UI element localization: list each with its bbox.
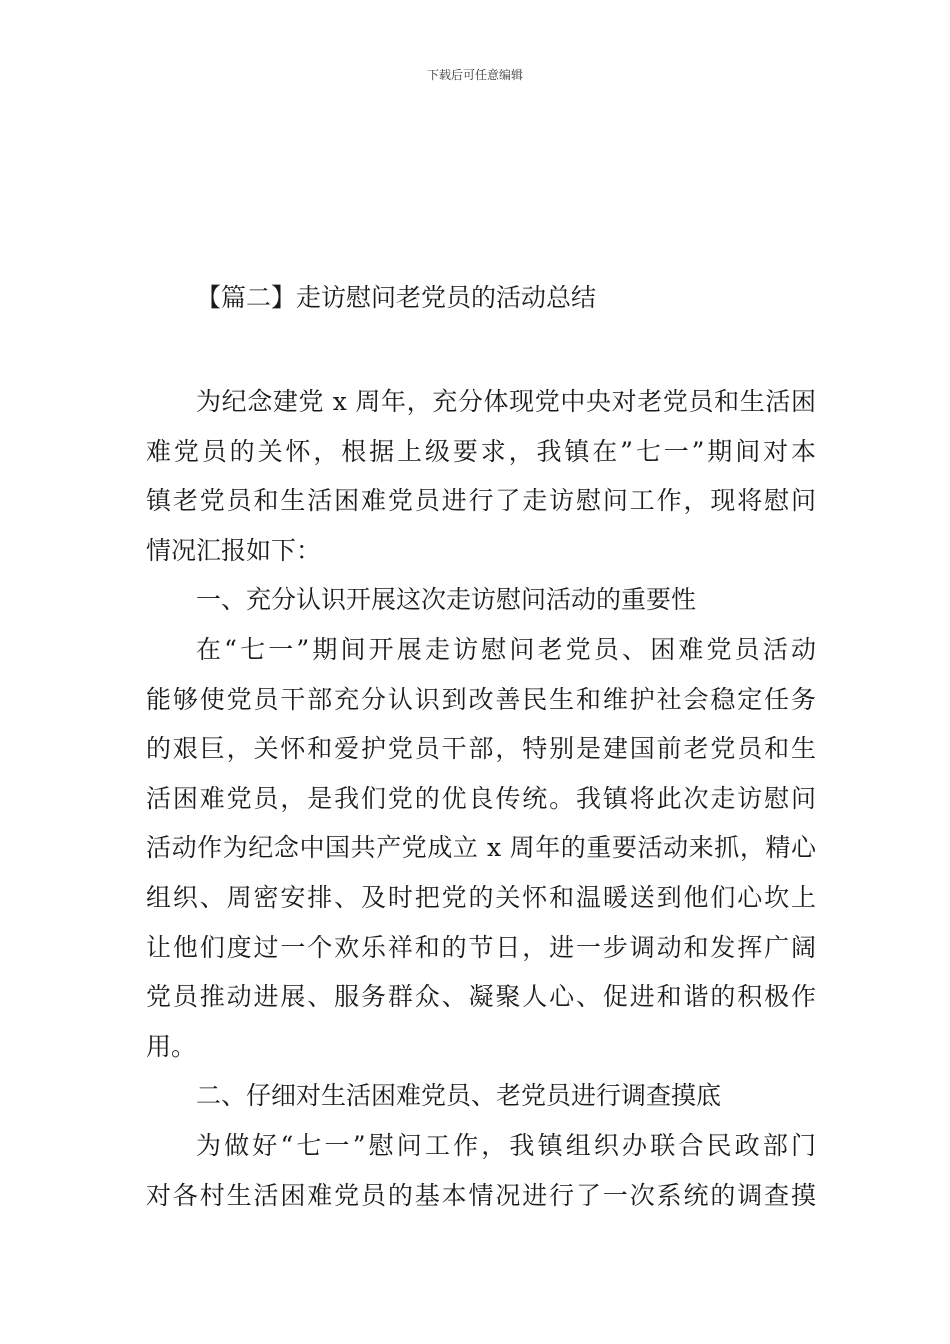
body-line: 为纪念建党 x 周年，充分体现党中央对老党员和生活困 [196,387,816,416]
section-heading-2: 二、仔细对生活困难党员、老党员进行调查摸底 [196,1081,722,1111]
body-line: 在“七一”期间开展走访慰问老党员、困难党员活动 [196,634,816,664]
page-header-note: 下载后可任意编辑 [426,68,523,82]
body-line: 用。 [146,1031,197,1061]
body-line: 让他们度过一个欢乐祥和的节日，进一步调动和发挥广阔 [146,932,816,962]
body-line: 活动作为纪念中国共产党成立 x 周年的重要活动来抓，精心 [146,833,816,863]
body-line: 活困难党员，是我们党的优良传统。我镇将此次走访慰问 [146,783,816,813]
body-line: 党员推动进展、服务群众、凝聚人心、促进和谐的积极作 [146,982,816,1012]
body-line: 为做好“七一”慰问工作，我镇组织办联合民政部门 [196,1130,816,1160]
body-line: 能够使党员干部充分认识到改善民生和维护社会稳定任务 [146,684,816,714]
body-line: 难党员的关怀，根据上级要求，我镇在”七一”期间对本 [146,436,816,466]
body-line: 组织、周密安排、及时把党的关怀和温暖送到他们心坎上 [146,882,816,912]
body-line: 镇老党员和生活困难党员进行了走访慰问工作，现将慰问 [146,486,816,516]
document-body [146,377,816,1220]
document-title: 【篇二】走访慰问老党员的活动总结 [196,283,597,312]
body-line: 对各村生活困难党员的基本情况进行了一次系统的调查摸 [146,1180,816,1210]
body-line: 情况汇报如下： [146,535,322,565]
section-heading-1: 一、充分认识开展这次走访慰问活动的重要性 [196,585,697,615]
body-line: 的艰巨，关怀和爱护党员干部，特别是建国前老党员和生 [146,734,816,764]
